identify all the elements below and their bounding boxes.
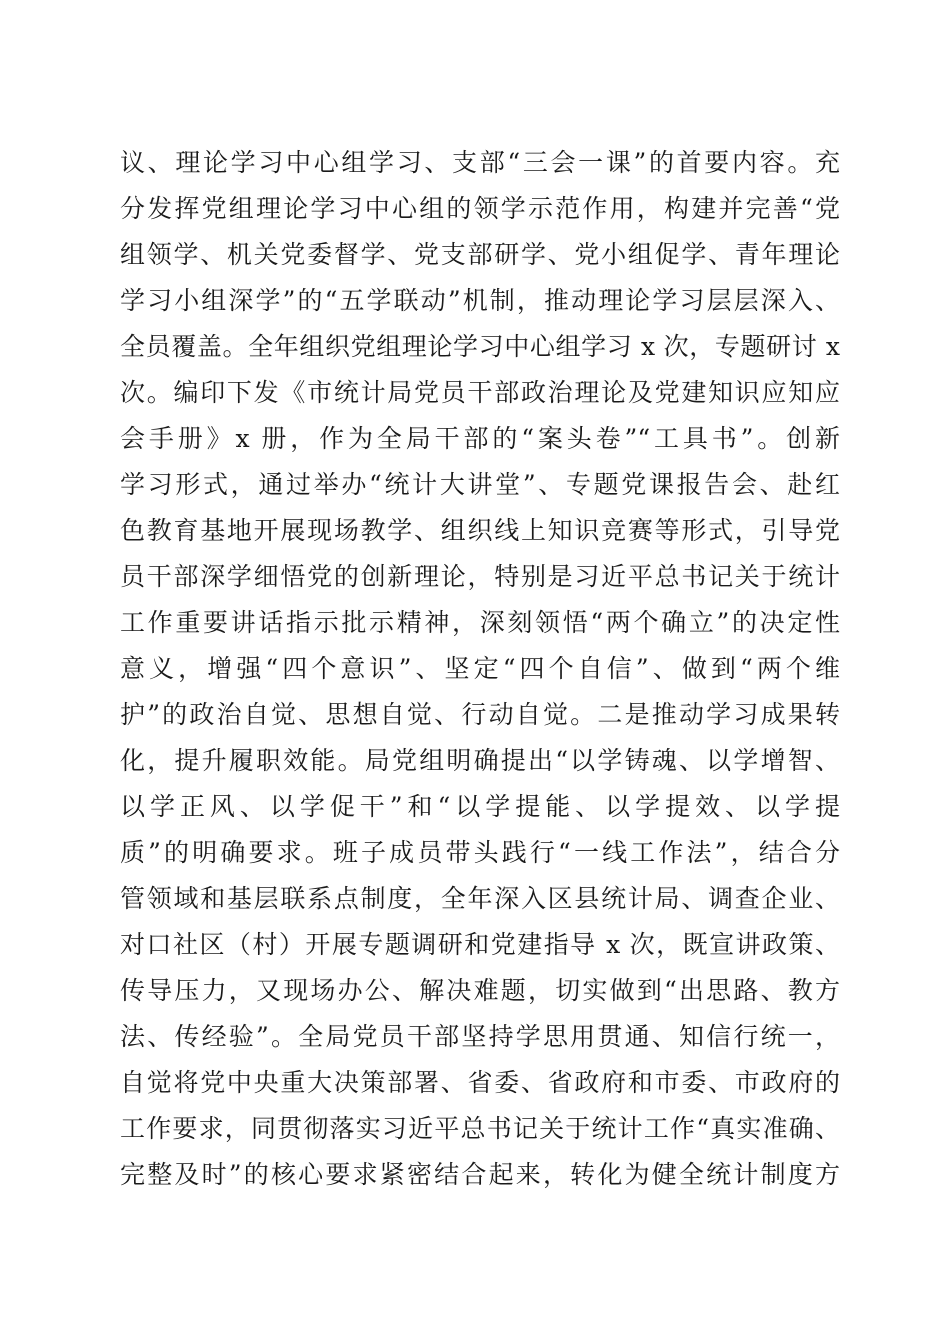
text-line: 学习形式，通过举办“统计大讲堂”、专题党课报告会、赴红 <box>120 470 840 499</box>
text-line: 意义，增强“四个意识”、坚定“四个自信”、做到“两个维 <box>120 654 840 683</box>
text-line: 会手册》x 册，作为全局干部的“案头卷”“工具书”。创新 <box>120 424 840 453</box>
text-line: 工作重要讲话指示批示精神，深刻领悟“两个确立”的决定性 <box>120 608 840 637</box>
body-text <box>120 140 840 1198</box>
text-line: 组领学、机关党委督学、党支部研学、党小组促学、青年理论 <box>120 240 840 269</box>
text-line: 色教育基地开展现场教学、组织线上知识竞赛等形式，引导党 <box>120 516 840 545</box>
text-line: 员干部深学细悟党的创新理论，特别是习近平总书记关于统计 <box>120 562 840 591</box>
text-line: 全员覆盖。全年组织党组理论学习中心组学习 x 次，专题研讨 x <box>120 332 840 361</box>
text-line: 护”的政治自觉、思想自觉、行动自觉。二是推动学习成果转 <box>120 700 840 729</box>
text-line: 传导压力，又现场办公、解决难题，切实做到“出思路、教方 <box>120 976 840 1005</box>
text-line: 议、理论学习中心组学习、支部“三会一课”的首要内容。充 <box>120 148 840 177</box>
text-line: 以学正风、以学促干”和“以学提能、以学提效、以学提 <box>120 792 840 821</box>
text-line: 质”的明确要求。班子成员带头践行“一线工作法”，结合分 <box>120 838 840 867</box>
text-line: 工作要求，同贯彻落实习近平总书记关于统计工作“真实准确、 <box>120 1114 840 1143</box>
text-line: 完整及时”的核心要求紧密结合起来，转化为健全统计制度方 <box>120 1160 840 1189</box>
text-line: 次。编印下发《市统计局党员干部政治理论及党建知识应知应 <box>120 378 840 407</box>
text-line: 化，提升履职效能。局党组明确提出“以学铸魂、以学增智、 <box>120 746 840 775</box>
text-line: 分发挥党组理论学习中心组的领学示范作用，构建并完善“党 <box>120 194 840 223</box>
text-line: 法、传经验”。全局党员干部坚持学思用贯通、知信行统一， <box>120 1022 840 1051</box>
text-line: 自觉将党中央重大决策部署、省委、省政府和市委、市政府的 <box>120 1068 840 1097</box>
text-line: 管领域和基层联系点制度，全年深入区县统计局、调查企业、 <box>120 884 840 913</box>
text-line: 对口社区（村）开展专题调研和党建指导 x 次，既宣讲政策、 <box>120 930 840 959</box>
text-line: 学习小组深学”的“五学联动”机制，推动理论学习层层深入、 <box>120 286 840 315</box>
